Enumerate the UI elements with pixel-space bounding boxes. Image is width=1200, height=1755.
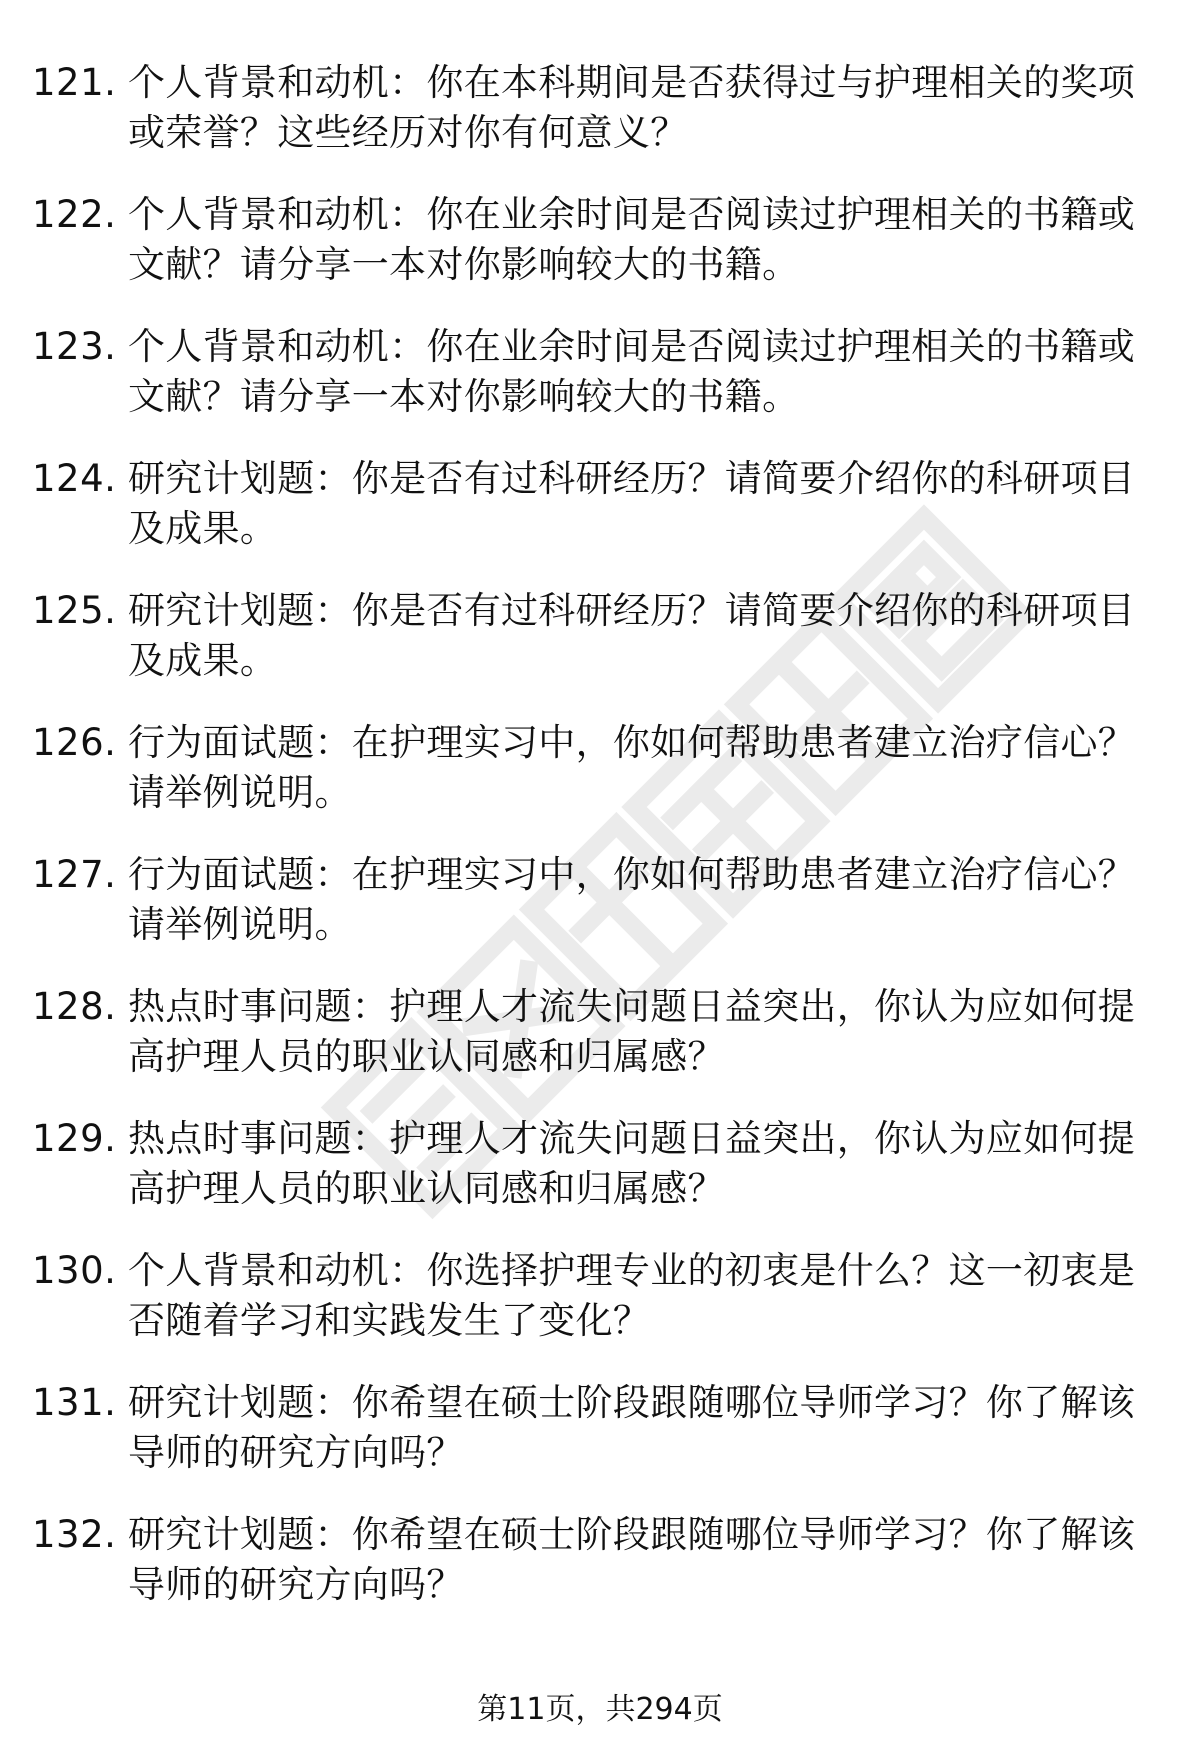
question-number: 126. bbox=[32, 721, 117, 764]
question-item bbox=[32, 1378, 1152, 1510]
question-item bbox=[32, 850, 1152, 982]
page-footer: 第11页，共294页 bbox=[477, 1692, 723, 1727]
question-number: 124. bbox=[32, 457, 117, 500]
question-item bbox=[32, 1246, 1152, 1378]
question-number: 129. bbox=[32, 1117, 117, 1160]
question-item bbox=[32, 190, 1152, 322]
question-text: 行为面试题：在护理实习中，你如何帮助患者建立治疗信心？请举例说明。 bbox=[128, 853, 1136, 946]
question-number: 127. bbox=[32, 853, 117, 896]
question-text: 热点时事问题：护理人才流失问题日益突出，你认为应如何提高护理人员的职业认同感和归属感？ bbox=[128, 1117, 1136, 1210]
question-text: 热点时事问题：护理人才流失问题日益突出，你认为应如何提高护理人员的职业认同感和归属感？ bbox=[128, 985, 1136, 1078]
question-text: 个人背景和动机：你在业余时间是否阅读过护理相关的书籍或文献？请分享一本对你影响较大的书籍。 bbox=[128, 325, 1136, 418]
question-item bbox=[32, 454, 1152, 586]
question-item bbox=[32, 322, 1152, 454]
question-item bbox=[32, 586, 1152, 718]
question-item bbox=[32, 58, 1152, 190]
question-text: 研究计划题：你希望在硕士阶段跟随哪位导师学习？你了解该导师的研究方向吗？ bbox=[128, 1381, 1136, 1474]
question-text: 个人背景和动机：你在业余时间是否阅读过护理相关的书籍或文献？请分享一本对你影响较大的书籍。 bbox=[128, 193, 1136, 286]
question-text: 个人背景和动机：你选择护理专业的初衷是什么？这一初衷是否随着学习和实践发生了变化？ bbox=[128, 1249, 1136, 1342]
question-number: 122. bbox=[32, 193, 117, 236]
question-number: 128. bbox=[32, 985, 117, 1028]
question-number: 132. bbox=[32, 1513, 117, 1556]
question-item bbox=[32, 718, 1152, 850]
question-text: 研究计划题：你希望在硕士阶段跟随哪位导师学习？你了解该导师的研究方向吗？ bbox=[128, 1513, 1136, 1606]
question-number: 123. bbox=[32, 325, 117, 368]
question-text: 研究计划题：你是否有过科研经历？请简要介绍你的科研项目及成果。 bbox=[128, 589, 1136, 682]
question-number: 125. bbox=[32, 589, 117, 632]
question-text: 行为面试题：在护理实习中，你如何帮助患者建立治疗信心？请举例说明。 bbox=[128, 721, 1136, 814]
question-number: 131. bbox=[32, 1381, 117, 1424]
question-number: 130. bbox=[32, 1249, 117, 1292]
question-text: 研究计划题：你是否有过科研经历？请简要介绍你的科研项目及成果。 bbox=[128, 457, 1136, 550]
question-text: 个人背景和动机：你在本科期间是否获得过与护理相关的奖项或荣誉？这些经历对你有何意义？ bbox=[128, 61, 1136, 154]
question-number: 121. bbox=[32, 61, 117, 104]
question-item bbox=[32, 1114, 1152, 1246]
question-item bbox=[32, 982, 1152, 1114]
question-item bbox=[32, 1510, 1152, 1642]
question-list bbox=[32, 58, 1152, 1642]
